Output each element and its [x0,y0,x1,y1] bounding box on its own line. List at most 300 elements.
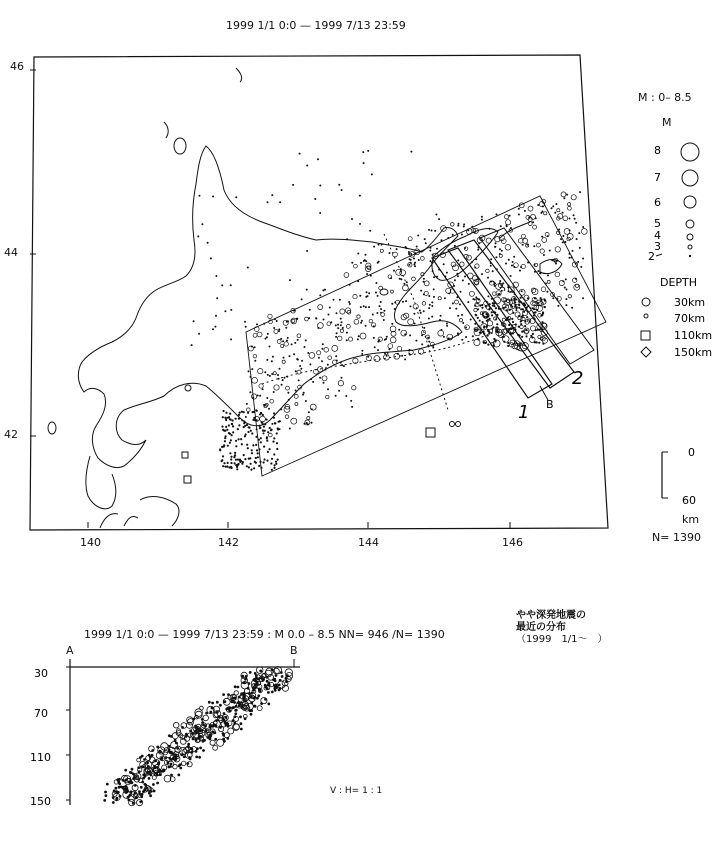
epicenter-dot [255,457,257,459]
circle-event [450,422,455,427]
hypocenter-dot [271,691,274,694]
hypocenter-dot [148,777,151,780]
epicenter-dot [505,263,507,265]
epicenter-dot [555,272,560,277]
epicenter-dot [222,455,224,457]
hypocenter-dot [195,750,198,753]
epicenter-dot [495,307,497,309]
epicenter-dot [512,261,514,263]
epicenter-dot [467,273,473,279]
hypocenter-dot [140,786,143,789]
section-ratio: V : H= 1 : 1 [330,786,383,796]
epicenter-dot [478,242,480,244]
epicenter-dot [481,304,483,306]
hypocenter-dot [156,782,159,785]
epicenter-dot [507,330,509,332]
epicenter-dot [243,454,245,456]
epicenter-dot [229,466,231,468]
epicenter-dot [558,229,560,231]
epicenter-dot [284,342,288,346]
epicenter-dot [485,313,487,315]
epicenter-dot [273,372,276,375]
epicenter-dot [568,206,572,210]
epicenter-dot [557,305,559,307]
map-frame [30,55,608,530]
epicenter-dot [369,230,371,232]
epicenter-dot [399,278,401,280]
hypocenter-dot [141,755,144,758]
epicenter-dot [277,340,281,344]
epicenter-dot [246,403,248,405]
epicenter-dot [299,365,301,367]
epicenter-dot [230,462,232,464]
epicenter-dot [409,334,411,336]
epicenter-dot [375,292,377,294]
epicenter-dot [431,262,433,264]
epicenter-dot [282,360,285,363]
epicenter-dot [369,319,373,323]
epicenter-dot [569,257,571,259]
epicenter-dot [457,315,459,317]
epicenter-dot [477,317,479,319]
legend-mag-8: 8 [654,144,661,157]
epicenter-dot [287,337,289,339]
epicenter-dot [526,307,528,309]
epicenter-dot [521,234,525,238]
hypocenter-dot [223,740,226,743]
epicenter-dot [431,301,433,303]
hypocenter-dot [212,724,215,727]
epicenter-dot [427,345,429,347]
epicenter-dot [318,323,324,329]
epicenter-dot [472,335,474,337]
epicenter-dot [335,395,337,397]
epicenter-dot [568,295,571,298]
epicenter-dot [310,378,312,380]
epicenter-dot [295,403,298,406]
epicenter-dot [429,250,431,252]
epicenter-dot [522,317,525,320]
epicenter-dot [312,381,314,383]
lon-label-140: 140 [80,536,101,549]
epicenter-dot [534,297,536,299]
legend-circle-3 [688,245,692,249]
hypocenter-dot [209,711,212,714]
epicenter-dot [575,284,578,287]
epicenter-dot [414,265,416,267]
hypocenter-dot [267,691,270,694]
epicenter-dot [274,385,279,390]
epicenter-dot [341,377,343,379]
epicenter-dot [260,441,262,443]
epicenter-dot [238,418,240,420]
epicenter-dot [252,444,254,446]
epicenter-dot [291,418,297,424]
epicenter-dot [519,289,525,295]
epicenter-dot [531,336,533,338]
epicenter-dot [297,370,301,374]
epicenter-dot [375,282,377,284]
epicenter-dot [517,334,519,336]
hypocenter-dot [198,756,201,759]
epicenter-dot [226,429,228,431]
epicenter-dot [230,419,232,421]
epicenter-dot [287,392,289,394]
hypocenter-dot [210,740,215,745]
epicenter-dot [285,415,289,419]
legend-depth-150-symbol [641,347,651,357]
epicenter-dot [328,356,332,360]
epicenter-dot [579,191,581,193]
epicenter-dot [508,290,510,292]
epicenter-dot [451,262,456,267]
epicenter-dot [490,258,492,260]
epicenter-dot [359,295,361,297]
epicenter-dot [327,388,329,390]
epicenter-dot [502,336,504,338]
epicenter-dot [497,331,499,333]
hypocenter-dot [234,685,237,688]
epicenter-dot [340,324,342,326]
epicenter-dot [374,346,376,348]
epicenter-dot [250,463,252,465]
epicenter-dot [223,410,225,412]
hypocenter-dot [117,791,120,794]
epicenter-dot [344,273,349,278]
epicenter-dot [528,222,532,226]
epicenter-dot [556,260,558,262]
epicenter-dot [351,218,353,220]
epicenter-dot [309,353,315,359]
epicenter-dot [239,461,241,463]
epicenter-dot [225,426,227,428]
epicenter-dot [520,325,524,329]
hypocenter-dot [130,771,133,774]
epicenter-dot [448,292,450,294]
epicenter-dot [326,395,329,398]
epicenter-dot [409,349,411,351]
epicenter-dot [247,267,249,269]
epicenter-dot [498,308,500,310]
hypocenter-dot [174,753,177,756]
epicenter-dot [406,281,408,283]
epicenter-dot [456,273,458,275]
epicenter-dot [435,214,437,216]
epicenter-dot [562,241,564,243]
hypocenter-dot [240,728,243,731]
epicenter-dot [297,359,299,361]
epicenter-dot [333,360,337,364]
epicenter-dot [452,234,454,236]
epicenter-dot [433,288,435,290]
epicenter-dot [575,278,577,280]
epicenter-dot [365,266,371,272]
epicenter-dot [419,310,421,312]
note-line-2: 最近の分布 [516,622,566,633]
epicenter-dot [259,427,261,429]
epicenter-dot [483,341,485,343]
hypocenter-dot [181,726,184,729]
epicenter-dot [574,218,576,220]
epicenter-dot [327,322,331,326]
epicenter-dot [266,397,268,399]
epicenter-dot [281,384,283,386]
epicenter-dot [269,427,271,429]
epicenter-dot [464,276,466,278]
epicenter-dot [420,312,422,314]
epicenter-dot [251,452,253,454]
hypocenter-dot [152,783,155,786]
epicenter-dot [283,357,285,359]
epicenter-dot [272,356,274,358]
hypocenter-dot [248,682,251,685]
epicenter-dot [365,325,367,327]
epicenter-dot [291,343,293,345]
epicenter-dot [297,339,299,341]
epicenter-dot [348,337,352,341]
epicenter-dot [421,343,423,345]
hypocenter-dot [234,709,237,712]
epicenter-dot [306,165,308,167]
epicenter-dot [221,426,223,428]
epicenter-dot [578,232,580,234]
epicenter-dot [560,238,562,240]
hypocenter-dot [215,724,218,727]
epicenter-dot [402,301,404,303]
epicenter-dot [264,423,266,425]
hypocenter-dot [256,681,259,684]
epicenter-dot [367,356,369,358]
epicenter-dot [416,246,418,248]
hypocenter-dot [131,768,134,771]
epicenter-dot [482,321,484,323]
epicenter-dot [238,414,240,416]
hokkaido-coastline [78,146,462,468]
epicenter-dot [317,158,319,160]
epicenter-dot [254,360,256,362]
epicenter-dot [237,428,239,430]
lon-label-144: 144 [358,536,379,549]
hypocenter-dot [249,671,252,674]
epicenter-dot [458,223,460,225]
epicenter-dot [346,339,348,341]
legend-count: N= 1390 [652,531,701,544]
epicenter-dot [222,416,224,418]
epicenter-dot [556,298,558,300]
epicenter-dot [487,277,489,279]
epicenter-dot [343,365,345,367]
hypocenter-dot [256,697,259,700]
epicenter-dot [477,249,479,251]
epicenter-dot [493,292,497,296]
epicenter-dot [541,321,543,323]
note-line-1: やや深発地震の [516,610,586,621]
epicenter-dot [461,234,463,236]
epicenter-dot [336,312,338,314]
epicenter-dot [224,310,226,312]
epicenter-dot [441,239,443,241]
epicenter-dot [353,294,357,298]
epicenter-dot [446,323,448,325]
epicenter-dot [239,412,241,414]
epicenter-dot [273,467,275,469]
epicenter-dot [564,287,566,289]
epicenter-dot [324,289,326,291]
epicenter-dot [231,434,233,436]
epicenter-dot [271,469,273,471]
epicenter-dot [267,333,269,335]
epicenter-dot [372,314,374,316]
section-label-a: A [66,644,74,657]
hypocenter-dot [149,794,152,797]
epicenter-dot [515,309,517,311]
epicenter-dot [261,421,263,423]
epicenter-dot [255,436,257,438]
epicenter-dot [423,327,425,329]
square-event [184,476,191,483]
epicenter-dot [273,327,275,329]
epicenter-dot [542,323,546,327]
map-title: 1999 1/1 0:0 — 1999 7/13 23:59 [226,19,406,32]
epicenter-dot [367,150,369,152]
epicenter-dot [446,272,448,274]
epicenter-dot [542,311,544,313]
epicenter-dot [524,325,526,327]
epicenter-dot [537,204,539,206]
hypocenter-dot [145,784,148,787]
epicenter-dot [520,323,522,325]
epicenter-dot [335,355,337,357]
epicenter-dot [547,280,550,283]
epicenter-dot [363,305,365,307]
epicenter-dot [432,344,434,346]
lon-label-142: 142 [218,536,239,549]
epicenter-dot [243,426,245,428]
legend-circle-4 [687,234,693,240]
hypocenter-dot [151,749,154,752]
epicenter-dot [255,444,257,446]
hypocenter-dot [113,790,116,793]
epicenter-dot [522,303,524,305]
epicenter-dot [543,254,545,256]
epicenter-dot [496,268,498,270]
epicenter-dot [509,309,511,311]
epicenter-dot [495,242,497,244]
epicenter-dot [490,281,492,283]
hypocenter-dot [190,747,193,750]
epicenter-dot [420,290,422,292]
epicenter-dot [443,336,445,338]
epicenter-dot [365,254,367,256]
depth-tick-70: 70 [34,707,48,720]
hypocenter-dot [254,686,257,689]
epicenter-dot [489,303,491,305]
legend-mag-header: M [662,116,672,129]
epicenter-dot [266,359,268,361]
epicenter-dot [235,459,237,461]
epicenter-dot [337,324,339,326]
epicenter-dot [201,223,203,225]
epicenter-dot [276,320,278,322]
epicenter-dot [504,215,508,219]
epicenter-dot [413,313,415,315]
epicenter-dot [449,307,451,309]
epicenter-dot [539,272,541,274]
hypocenter-dot [157,761,160,764]
epicenter-dot [282,340,284,342]
epicenter-dot [522,310,527,315]
hypocenter-dot [143,758,146,761]
epicenter-dot [413,263,415,265]
epicenter-dot [277,427,279,429]
epicenter-dot [373,325,375,327]
epicenter-dot [274,318,276,320]
epicenter-dot [394,353,400,359]
hypocenter-dot [254,672,257,675]
epicenter-dot [513,266,515,268]
epicenter-dot [475,296,477,298]
hypocenter-dot [106,783,109,786]
hypocenter-dot [211,702,214,705]
depth-tick-110: 110 [30,751,51,764]
epicenter-dot [393,252,398,257]
hypocenter-dot [139,793,142,796]
epicenter-dot [510,298,512,300]
epicenter-dot [319,377,321,379]
epicenter-dot [238,424,240,426]
hypocenter-dot [116,797,119,800]
epicenter-dot [267,201,269,203]
epicenter-dot [536,309,538,311]
hypocenter-dot [195,738,198,741]
epicenter-dot [546,291,548,293]
epicenter-dot [561,192,566,197]
legend-depth-70-symbol [644,314,648,318]
epicenter-dot [534,271,536,273]
epicenter-dot [228,424,230,426]
epicenter-dot [251,346,253,348]
epicenter-dot [474,308,477,311]
epicenter-dot [579,247,581,249]
epicenter-dot [296,318,298,320]
epicenter-dot [338,184,340,186]
epicenter-dot [498,306,500,308]
epicenter-dot [390,277,392,279]
epicenter-dot [327,364,329,366]
epicenter-dot [552,205,554,207]
epicenter-dot [439,319,441,321]
hypocenter-dot [168,749,171,752]
epicenter-dot [479,320,481,322]
legend-depth-110-symbol [641,331,650,340]
epicenter-dot [501,290,503,292]
epicenter-dot [508,259,510,261]
epicenter-dot [359,223,361,225]
epicenter-dot [358,335,360,337]
epicenter-dot [432,254,434,256]
epicenter-dot [457,259,459,261]
epicenter-dot [521,290,523,292]
epicenter-dot [265,338,267,340]
epicenter-dot [487,295,489,297]
hypocenter-dot [192,738,195,741]
section-label-2: 2 [572,368,584,389]
epicenter-dot [256,449,258,451]
epicenter-dot [282,379,284,381]
epicenter-dot [298,379,300,381]
epicenter-dot [572,250,574,252]
depth-cross-section [30,655,310,815]
